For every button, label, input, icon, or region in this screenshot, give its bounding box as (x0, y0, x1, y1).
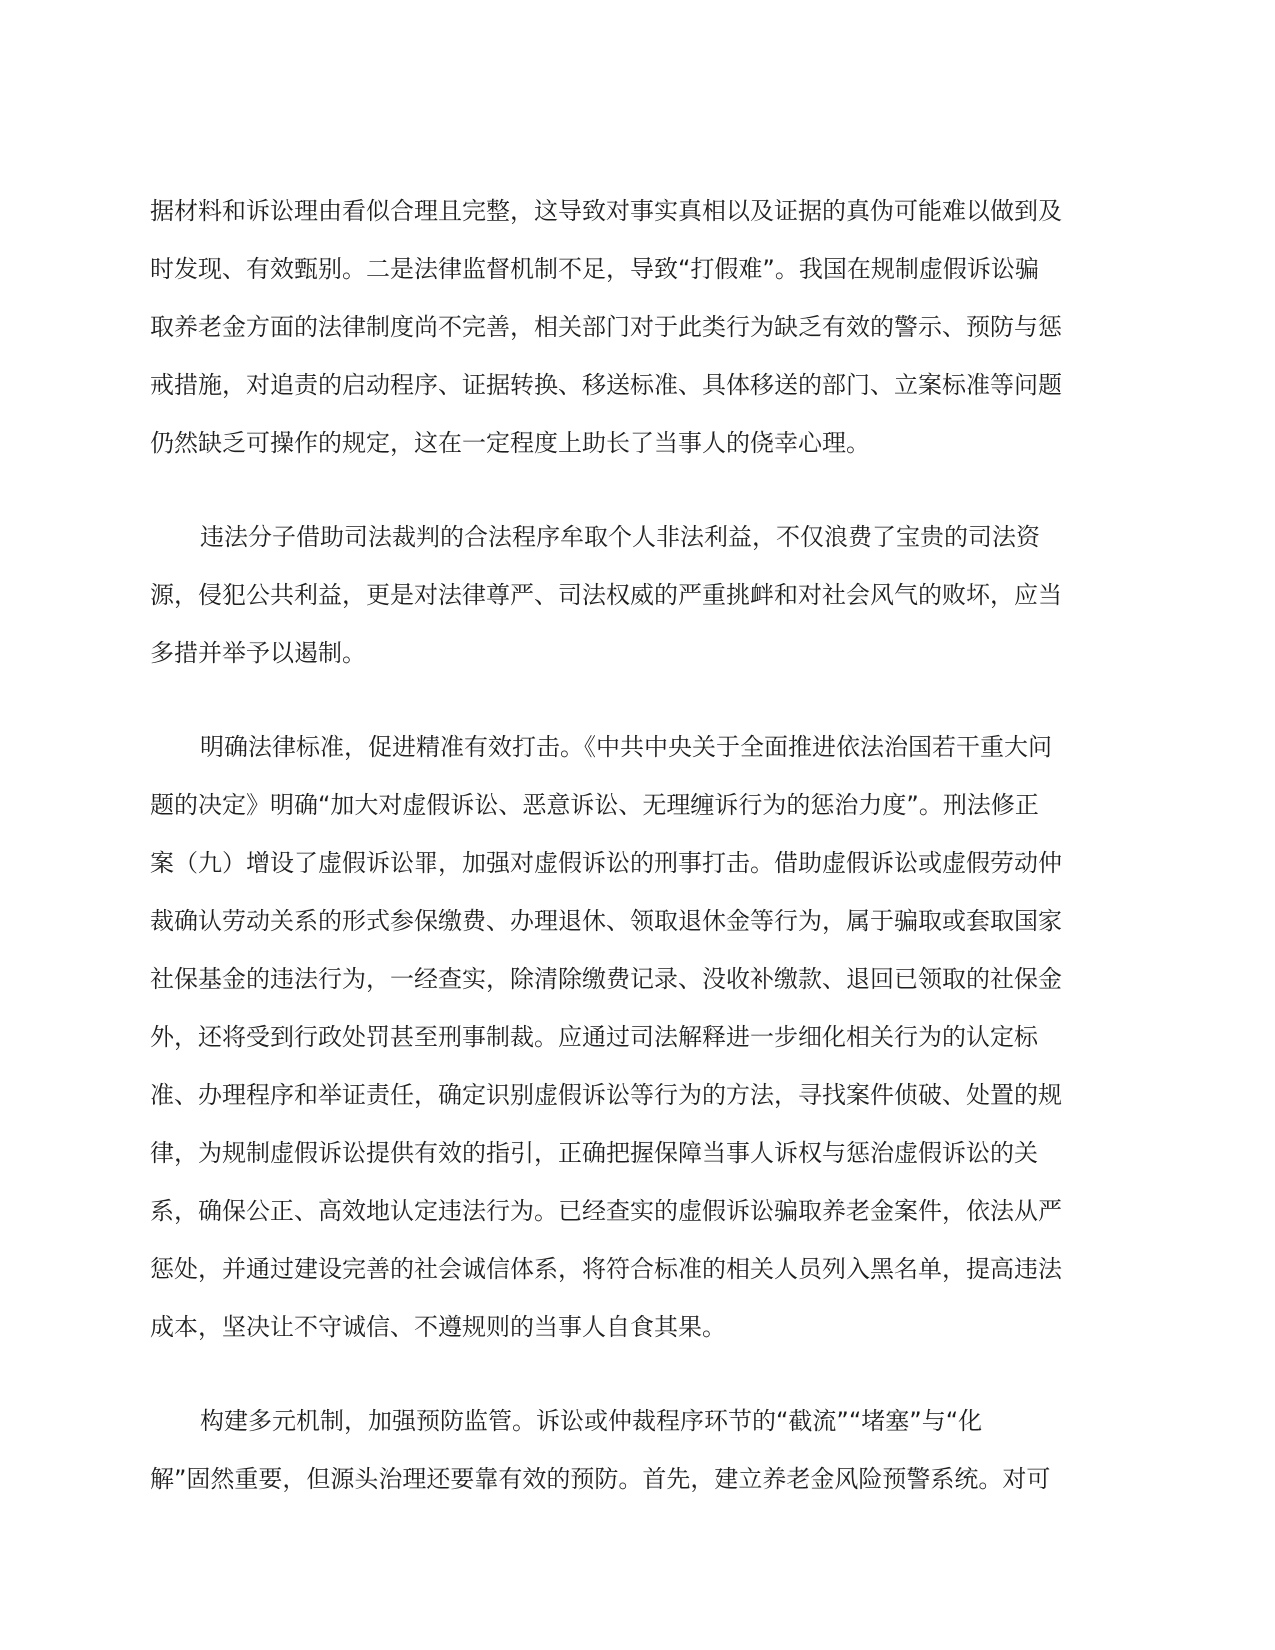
text-line: 裁确认劳动关系的形式参保缴费、办理退休、领取退休金等行为，属于骗取或套取国家 (150, 907, 1062, 935)
paragraph-spacer (150, 481, 1112, 517)
text-line: 明确法律标准，促进精准有效打击。《中共中央关于全面推进依法治国若干重大问 (200, 733, 1052, 761)
text-line: 时发现、有效甄别。二是法律监督机制不足，导致“打假难”。我国在规制虚假诉讼骗 (150, 255, 1039, 283)
text-line: 准、办理程序和举证责任，确定识别虚假诉讼等行为的方法，寻找案件侦破、处置的规 (150, 1081, 1062, 1109)
paragraph-4 (150, 1401, 1112, 1517)
text-line: 仍然缺乏可操作的规定，这在一定程度上助长了当事人的侥幸心理。 (150, 429, 870, 457)
text-line: 戒措施，对追责的启动程序、证据转换、移送标准、具体移送的部门、立案标准等问题 (150, 371, 1062, 399)
paragraph-2 (150, 517, 1112, 691)
text-line: 成本，坚决让不守诚信、不遵规则的当事人自食其果。 (150, 1313, 726, 1341)
paragraph-spacer (150, 691, 1112, 727)
paragraph-spacer (150, 1365, 1112, 1401)
paragraph-3 (150, 727, 1112, 1365)
text-line: 源，侵犯公共利益，更是对法律尊严、司法权威的严重挑衅和对社会风气的败坏，应当 (150, 581, 1062, 609)
text-line: 惩处，并通过建设完善的社会诚信体系，将符合标准的相关人员列入黑名单，提高违法 (150, 1255, 1062, 1283)
text-line: 社保基金的违法行为，一经查实，除清除缴费记录、没收补缴款、退回已领取的社保金 (150, 965, 1062, 993)
text-line: 题的决定》明确“加大对虚假诉讼、恶意诉讼、无理缠诉行为的惩治力度”。刑法修正 (150, 791, 1039, 819)
text-line: 律，为规制虚假诉讼提供有效的指引，正确把握保障当事人诉权与惩治虚假诉讼的关 (150, 1139, 1038, 1167)
text-line: 案（九）增设了虚假诉讼罪，加强对虚假诉讼的刑事打击。借助虚假诉讼或虚假劳动仲 (150, 849, 1062, 877)
paragraph-1 (150, 191, 1112, 481)
text-line: 据材料和诉讼理由看似合理且完整，这导致对事实真相以及证据的真伪可能难以做到及 (150, 197, 1062, 225)
text-line: 违法分子借助司法裁判的合法程序牟取个人非法利益，不仅浪费了宝贵的司法资 (200, 523, 1040, 551)
text-line: 取养老金方面的法律制度尚不完善，相关部门对于此类行为缺乏有效的警示、预防与惩 (150, 313, 1062, 341)
text-line: 多措并举予以遏制。 (150, 639, 366, 667)
document-body (150, 191, 1112, 1517)
text-line: 外，还将受到行政处罚甚至刑事制裁。应通过司法解释进一步细化相关行为的认定标 (150, 1023, 1038, 1051)
text-line: 构建多元机制，加强预防监管。诉讼或仲裁程序环节的“截流”“堵塞”与“化 (200, 1407, 983, 1435)
text-line: 系，确保公正、高效地认定违法行为。已经查实的虚假诉讼骗取养老金案件，依法从严 (150, 1197, 1062, 1225)
text-line: 解”固然重要，但源头治理还要靠有效的预防。首先，建立养老金风险预警系统。对可 (150, 1465, 1051, 1493)
